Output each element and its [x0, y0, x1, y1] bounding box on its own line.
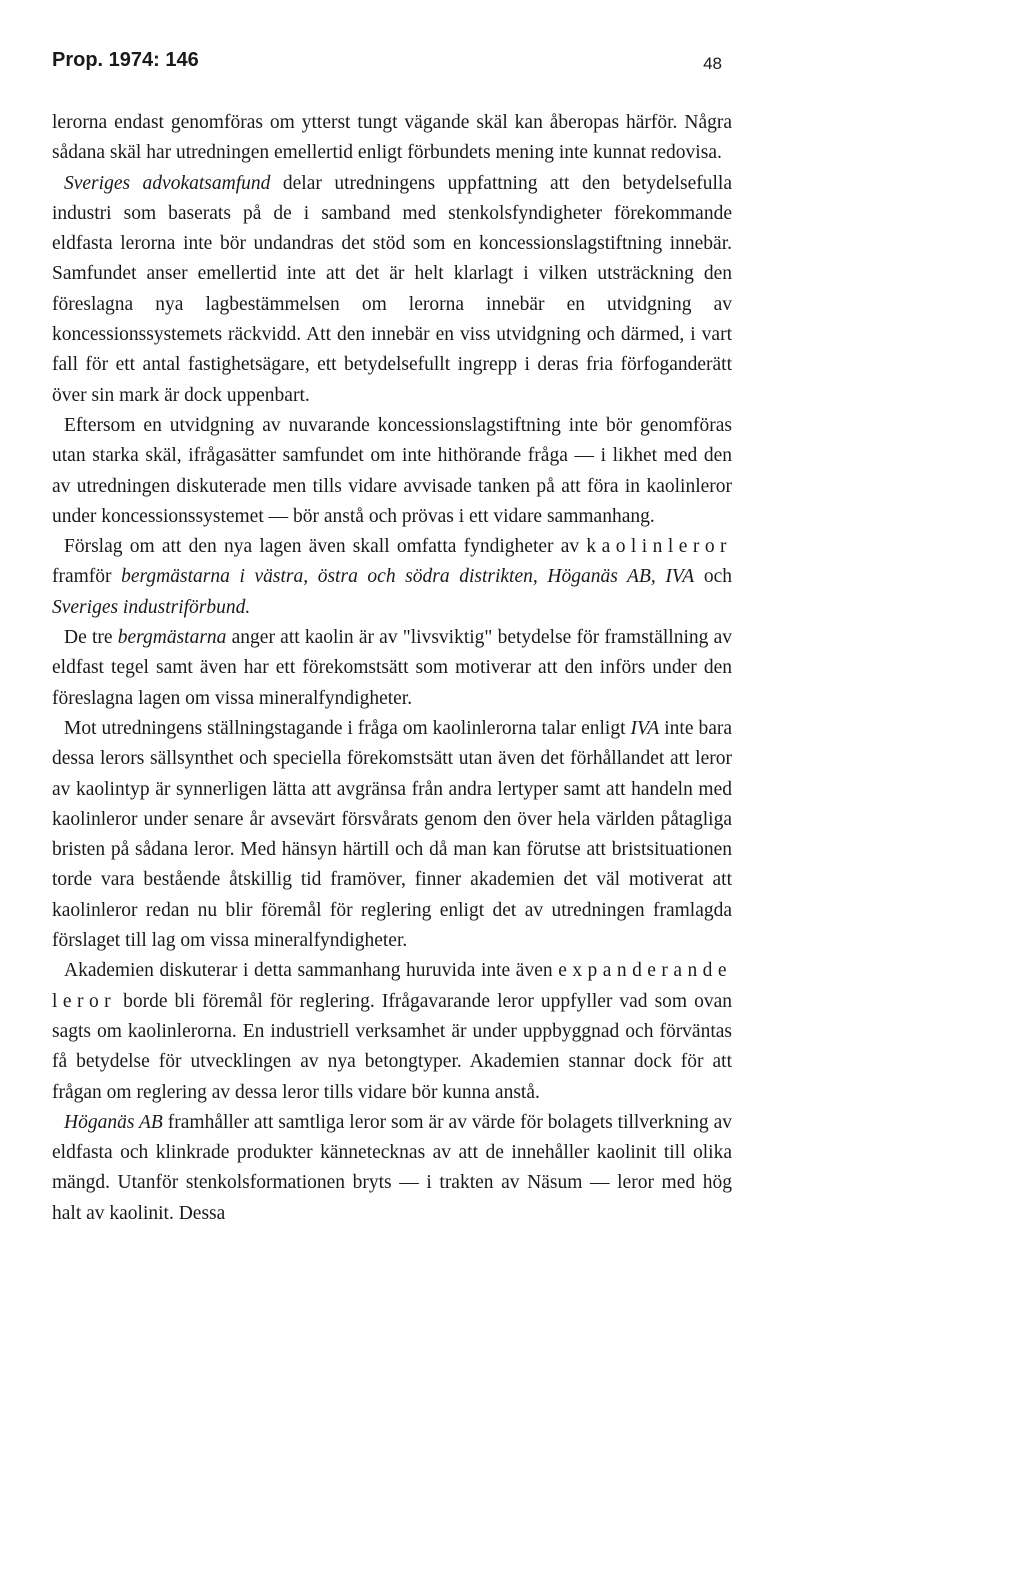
- text-run: De tre: [64, 627, 118, 649]
- paragraph: [52, 956, 732, 1107]
- text-run: Akademien diskuterar i detta sammanhang huruvida inte även: [64, 960, 559, 982]
- text-run: inte bara dessa lerors sällsynthet och speciella förekomstsätt utan även det förhållandet att leror av kaolintyp är synnerligen lätta att avgränsa från andra lertyper samt att handeln med kaolinleror under senare år avsevärt försvårats genom den över hela världen påtagliga bristen på sådana leror. Med hänsyn härtill och då man kan förutse att bristsituationen torde vara bestående åtskillig tid framöver, finner akademien det väl motiverat att kaolinleror redan nu blir föremål för reglering enligt det av utredningen framlagda förslaget till lag om vissa mineralfyndigheter.: [52, 717, 732, 952]
- text-run: Mot utredningens ställningstagande i fråga om kaolinlerorna talar enligt: [64, 717, 631, 739]
- text-run: Förslag om att den nya lagen även skall omfatta fyndigheter av: [64, 536, 587, 558]
- italic-run: Höganäs AB: [64, 1111, 163, 1133]
- paragraph: [52, 1108, 732, 1229]
- paragraph: [52, 532, 732, 623]
- text-run: borde bli föremål för reglering. Ifrågavarande leror uppfyller vad som ovan sagts om kaolinlerorna. En industriell verksamhet är under uppbyggnad och förväntas få betydelse för utvecklingen av nya betongtyper. Akademien stannar dock för att frågan om reglering av dessa leror tills vidare bör kunna anstå.: [52, 990, 732, 1103]
- text-run: och: [694, 566, 732, 588]
- spaced-run: kaolinleror: [586, 536, 732, 558]
- paragraph: [52, 411, 732, 532]
- text-run: framhåller att samtliga leror som är av värde för bolagets tillverkning av eldfasta och klinkrade produkter kännetecknas av att de innehåller kaolinit till olika mängd. Utanför stenkolsformationen bryts — i trakten av Näsum — leror med hög halt av kaolinit. Dessa: [52, 1111, 732, 1224]
- page-number: 48: [703, 54, 722, 73]
- text-run: delar utredningens uppfattning att den betydelsefulla industri som baserats på de i samband med stenkolsfyndigheter förekommande eldfasta lerorna inte bör undandras det stöd som en koncessionslagstiftning innebär. Samfundet anser emellertid inte att det är helt klarlagt i vilken utsträckning den föreslagna nya lagbestämmelsen om lerorna innebär en utvidgning av koncessionssystemets räckvidd. Att den innebär en viss utvidgning och därmed, i vart fall för ett antal fastighetsägare, ett betydelsefullt ingrepp i deras fria förfoganderätt över sin mark är dock uppenbart.: [52, 172, 732, 406]
- paragraph: [52, 108, 732, 169]
- italic-run: bergmästarna: [117, 627, 227, 649]
- paragraph: [52, 169, 732, 411]
- text-run: Eftersom en utvidgning av nuvarande koncessionslagstiftning inte bör genomföras utan starka skäl, ifrågasätter samfundet om inte hithörande fråga — i likhet med den av utredningen diskuterade men tills vidare avvisade tanken på att föra in kaolinleror under koncessionssystemet — bör anstå och prövas i ett vidare sammanhang.: [52, 414, 732, 527]
- text-run: framför: [52, 566, 122, 588]
- text-run: anger att kaolin är av "livsviktig" betydelse för framställning av eldfast tegel samt även har ett förekomstsätt som motiverar att den införs under den föreslagna lagen om vissa mineralfyndigheter.: [52, 627, 732, 709]
- text-run: lerorna endast genomföras om ytterst tungt vägande skäl kan åberopas härför. Några sådana skäl har utredningen emellertid enligt förbundets mening inte kunnat redovisa.: [52, 112, 732, 164]
- body-text: [52, 108, 732, 1229]
- document-title: Prop. 1974: 146: [52, 49, 199, 71]
- paragraph: [52, 623, 732, 714]
- italic-run: IVA: [630, 717, 660, 739]
- italic-run: Sveriges industriförbund.: [52, 596, 251, 618]
- paragraph: [52, 714, 732, 956]
- italic-run: Sveriges advokatsamfund: [64, 172, 271, 194]
- page-header: [52, 48, 722, 78]
- italic-run: bergmästarna i västra, östra och södra distrikten, Höganäs AB, IVA: [121, 566, 695, 588]
- spaced-run: expanderande leror: [52, 960, 732, 1012]
